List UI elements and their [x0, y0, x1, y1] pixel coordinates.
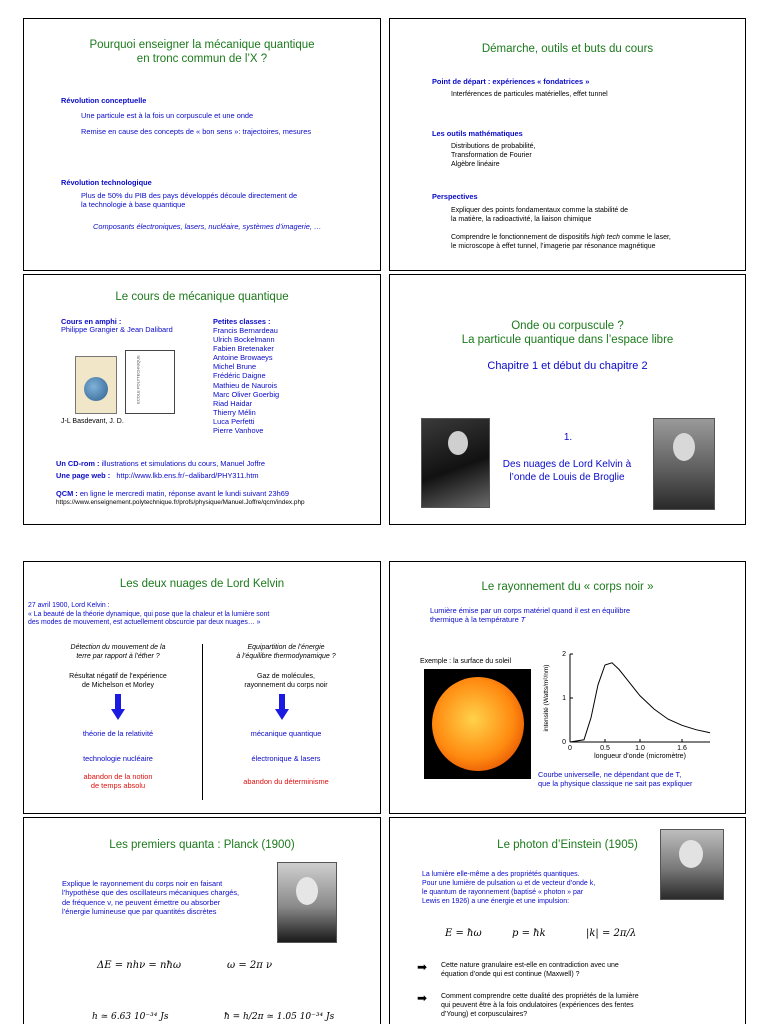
slide-4-subtitle: Chapitre 1 et début du chapitre 2	[487, 360, 648, 372]
web-line: Une page web : http://www.lkb.ens.fr/~dalibard/PHY311.htm	[56, 471, 259, 480]
right-answer: Gaz de molécules, rayonnement du corps noir	[244, 673, 328, 689]
slide-2	[389, 18, 746, 271]
heading-lectures: Cours en amphi :	[61, 317, 122, 326]
slide-4	[389, 274, 746, 525]
portrait-face	[679, 840, 703, 868]
blackbody-chart	[538, 646, 718, 761]
sun-disk	[432, 677, 524, 771]
slide-2-title: Démarche, outils et buts du cours	[481, 43, 654, 55]
left-question: Détection du mouvement de la terre par rapport à l’éther ?	[70, 644, 166, 660]
heading-tutorials: Petites classes :	[213, 317, 271, 326]
slide-5	[23, 561, 381, 814]
right-question: Equipartition de l’énergie à l’équilibre thermodynamique ?	[236, 644, 336, 660]
photo-albert-einstein	[660, 829, 724, 900]
y-tick-label: 1	[562, 695, 566, 702]
arrow-right-icon: ➡	[417, 960, 428, 974]
right-outcome-3: abandon du déterminisme	[243, 777, 329, 786]
slide-7-title: Les premiers quanta : Planck (1900)	[109, 839, 295, 851]
einstein-text: La lumière elle-même a des propriétés quantiques. Pour une lumière de pulsation ω et de vecteur d’onde k, le quantum de rayonnement (baptisé « photon » par Lewis en 1926) a une énergie et une impulsion:	[422, 871, 596, 905]
slide-8-title: Le photon d’Einstein (1905)	[497, 839, 638, 851]
x-tick-label: 1.0	[635, 745, 645, 752]
heading-perspectives: Perspectives	[432, 192, 478, 201]
y-tick-label: 0	[562, 739, 566, 746]
x-tick-label: 0.5	[600, 745, 610, 752]
book-cover-2	[125, 350, 175, 414]
chart-footnote: Courbe universelle, ne dépendant que de T, que la physique classique ne sait pas expliquer	[538, 770, 693, 789]
equation-momentum: p = ħk	[512, 928, 546, 939]
slide-3-title: Le cours de mécanique quantique	[115, 291, 289, 303]
equation-energy: ΔE = nhν = nħω	[97, 960, 181, 971]
vertical-divider	[202, 644, 203, 800]
x-tick-label: 1.6	[677, 745, 687, 752]
heading-technological: Révolution technologique	[61, 178, 152, 187]
y-axis-label: intensité (Watts/m²/nm)	[543, 664, 550, 732]
arrow-down-icon	[111, 694, 125, 721]
portrait-face	[448, 431, 468, 455]
text-line: Distributions de probabilité, Transformation de Fourier Algèbre linéaire	[451, 143, 536, 168]
text-line: Expliquer des points fondamentaux comme la stabilité de la matière, la radioactivité, la liaison chimique	[451, 207, 629, 223]
slide-1	[23, 18, 381, 271]
left-outcome-1: théorie de la relativité	[82, 729, 154, 738]
y-tick-label: 2	[562, 651, 566, 658]
text-line: Une particule est à la fois un corpuscule et une onde	[81, 111, 254, 120]
text-line: Comprendre le fonctionnement de dispositifs high tech comme le laser, le microscope à effet tunnel, l’imagerie par résonance magnétique	[451, 234, 671, 250]
sun-caption: Exemple : la surface du soleil	[420, 658, 512, 665]
web-link[interactable]: http://www.lkb.ens.fr/~dalibard/PHY311.htm	[116, 471, 259, 480]
question-1: Cette nature granulaire est-elle en contradiction avec une équation d’onde qui est continue (Maxwell) ?	[441, 962, 619, 978]
photo-max-planck	[277, 862, 337, 943]
text-line: Plus de 50% du PIB des pays développés découle directement de la technologie à base quantique	[81, 191, 298, 210]
text-line: Composants électroniques, lasers, nucléaire, systèmes d’imagerie, …	[93, 222, 322, 231]
right-outcome-1: mécanique quantique	[250, 729, 322, 738]
qcm-line: QCM : en ligne le mercredi matin, réponse avant le lundi suivant 23h69	[56, 489, 289, 498]
left-outcome-3: abandon de la notion de temps absolu	[83, 772, 153, 791]
text-line: Remise en cause des concepts de « bon sens »: trajectoires, mesures	[81, 127, 312, 136]
slide-6-title: Le rayonnement du « corps noir »	[481, 581, 654, 593]
heading-start: Point de départ : expériences « fondatrices »	[432, 77, 590, 86]
slide-8	[389, 817, 746, 1024]
series-line	[570, 663, 710, 742]
question-2: Comment comprendre cette dualité des propriétés de la lumière qui peuvent être à la fois ondulatoires (expériences des fentes d’Young) et corpusculaires?	[441, 993, 639, 1018]
sun-image	[424, 669, 531, 779]
kelvin-quote: 27 avril 1900, Lord Kelvin : « La beauté de la théorie dynamique, qui pose que la chaleur et la lumière sont des modes de mouvement, est actuellement obscurcie par deux nuages… »	[28, 602, 270, 627]
planck-text: Explique le rayonnement du corps noir en faisant l’hypothèse que des oscillateurs mécaniques chargés, de fréquence ν, ne peuvent émettre ou absorber l’énergie lumineuse que par quantités discrètes	[62, 879, 240, 917]
arrow-down-icon	[275, 694, 289, 721]
portrait-face	[296, 877, 318, 905]
slide-4-title: Onde ou corpuscule ? La particule quantique dans l’espace libre	[461, 320, 674, 346]
equation-wavevector: |k| = 2π/λ	[586, 928, 637, 939]
qcm-url[interactable]: https://www.enseignement.polytechnique.fr/profs/physique/Manuel.Joffre/qcm/index.php	[56, 499, 305, 506]
slide-1-title: Pourquoi enseigner la mécanique quantique en tronc commun de l’X ?	[89, 39, 315, 65]
heading-math-tools: Les outils mathématiques	[432, 129, 523, 138]
heading-conceptual: Révolution conceptuelle	[61, 96, 147, 105]
portrait-face	[673, 433, 695, 461]
equation-omega: ω = 2π ν	[227, 960, 273, 971]
blackbody-intro: Lumière émise par un corps matériel quand il est en équilibre thermique à la température T	[430, 606, 631, 625]
chapter-text: Des nuages de Lord Kelvin à l’onde de Louis de Broglie	[502, 459, 632, 483]
chapter-number: 1.	[563, 432, 573, 443]
text-line: Interférences de particules matérielles, effet tunnel	[451, 91, 608, 98]
equation-energy: E = ħω	[445, 928, 482, 939]
equation-h: h ≃ 6.63 10⁻³⁴ Js	[92, 1012, 169, 1022]
tutor-list: Francis Bernardeau Ulrich Bockelmann Fabien Bretenaker Antoine Browaeys Michel Brune Frédéric Daigne Mathieu de Naurois Marc Oliver Goerbig Riad Haidar Thierry Mélin Luca Perfetti Pierre Vanhove	[213, 326, 280, 436]
equation-hbar: ħ = h/2π ≃ 1.05 10⁻³⁴ Js	[224, 1012, 335, 1022]
left-outcome-2: technologie nucléaire	[83, 754, 153, 763]
book-spine-text: ECOLE POLYTECHNIQUE	[135, 355, 141, 404]
photo-lord-kelvin	[421, 418, 490, 508]
text-line: Philippe Grangier & Jean Dalibard	[61, 325, 173, 334]
book-cover-1	[75, 356, 117, 414]
slide-7	[23, 817, 381, 1024]
right-outcome-2: électronique & lasers	[251, 754, 321, 763]
slide-3	[23, 274, 381, 525]
book-cover-globe	[84, 377, 108, 401]
book-authors: J-L Basdevant, J. D.	[61, 418, 124, 425]
arrow-right-icon: ➡	[417, 991, 428, 1005]
x-axis-label: longueur d’onde (micromètre)	[594, 753, 686, 760]
photo-louis-de-broglie	[653, 418, 715, 510]
slide-5-title: Les deux nuages de Lord Kelvin	[119, 578, 285, 590]
cdrom-line: Un CD-rom : illustrations et simulations du cours, Manuel Joffre	[56, 459, 265, 468]
slide-6	[389, 561, 746, 814]
left-answer: Résultat négatif de l’expérience de Michelson et Morley	[69, 673, 167, 689]
x-tick-label: 0	[568, 745, 572, 752]
